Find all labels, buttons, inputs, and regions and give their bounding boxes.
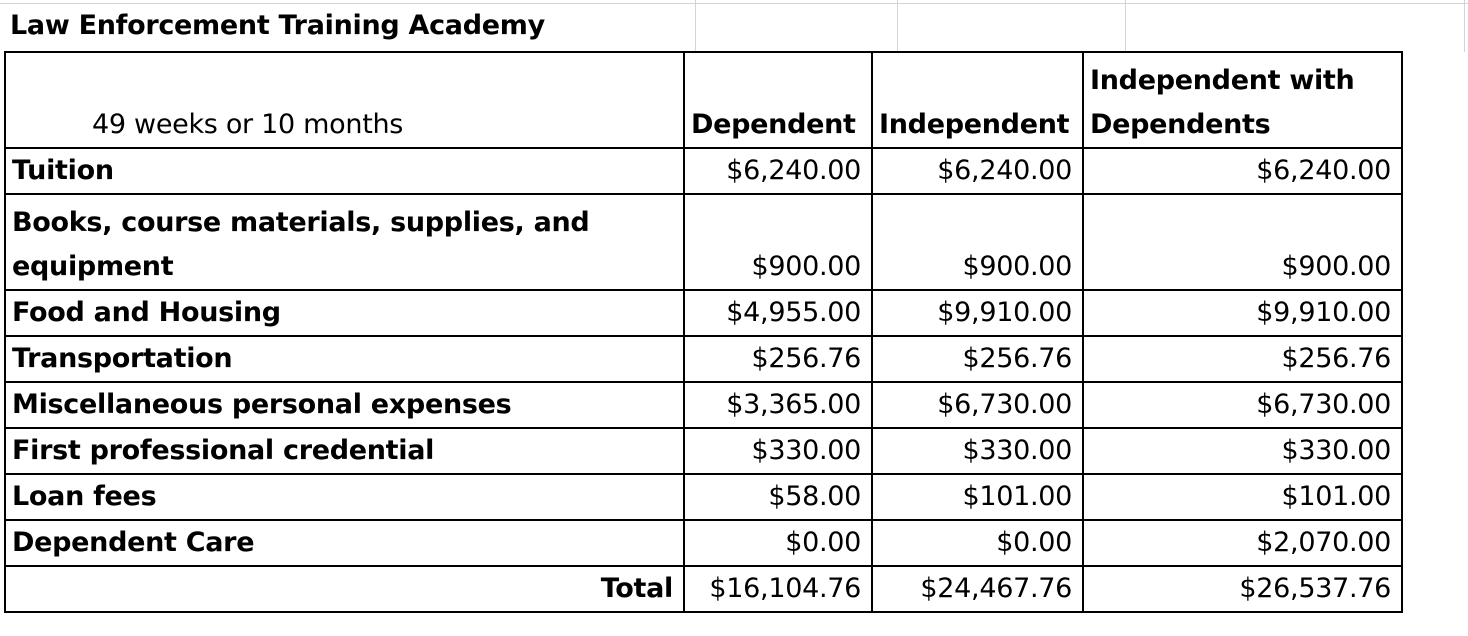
gridline	[1464, 0, 1465, 52]
row-label[interactable]: Books, course materials, supplies, and equipment	[5, 194, 684, 290]
cell-independent[interactable]: $6,730.00	[872, 382, 1083, 428]
cell-independent[interactable]: $9,910.00	[872, 290, 1083, 336]
row-label[interactable]: Miscellaneous personal expenses	[5, 382, 684, 428]
cell-independent[interactable]: $330.00	[872, 428, 1083, 474]
cell-independent[interactable]: $6,240.00	[872, 148, 1083, 194]
table-row	[5, 428, 1402, 474]
cell-independent-with-dependents[interactable]: $2,070.00	[1083, 520, 1402, 566]
cell-dependent[interactable]: $4,955.00	[684, 290, 872, 336]
cell-independent[interactable]: $0.00	[872, 520, 1083, 566]
table-row	[5, 520, 1402, 566]
table-row	[5, 194, 1402, 290]
cell-dependent[interactable]: $0.00	[684, 520, 872, 566]
cell-dependent[interactable]: $900.00	[684, 194, 872, 290]
total-row	[5, 566, 1402, 612]
sheet-title: Law Enforcement Training Academy	[10, 10, 545, 41]
table-row	[5, 336, 1402, 382]
duration-cell[interactable]: 49 weeks or 10 months	[5, 52, 684, 148]
gridline	[897, 0, 898, 52]
table-row	[5, 148, 1402, 194]
cell-dependent[interactable]: $58.00	[684, 474, 872, 520]
cell-independent[interactable]: $256.76	[872, 336, 1083, 382]
cell-independent-with-dependents[interactable]: $6,240.00	[1083, 148, 1402, 194]
cell-independent-with-dependents[interactable]: $256.76	[1083, 336, 1402, 382]
cell-independent-with-dependents[interactable]: $6,730.00	[1083, 382, 1402, 428]
cell-dependent[interactable]: $256.76	[684, 336, 872, 382]
row-label[interactable]: Loan fees	[5, 474, 684, 520]
row-label[interactable]: Dependent Care	[5, 520, 684, 566]
cost-table	[4, 51, 1403, 613]
cell-dependent[interactable]: $330.00	[684, 428, 872, 474]
cell-dependent[interactable]: $3,365.00	[684, 382, 872, 428]
cell-independent[interactable]: $101.00	[872, 474, 1083, 520]
row-label[interactable]: First professional credential	[5, 428, 684, 474]
row-label[interactable]: Tuition	[5, 148, 684, 194]
column-header-dependent[interactable]: Dependent	[684, 52, 872, 148]
cell-independent-with-dependents[interactable]: $330.00	[1083, 428, 1402, 474]
row-label[interactable]: Transportation	[5, 336, 684, 382]
gridline	[695, 0, 696, 52]
total-dependent[interactable]: $16,104.76	[684, 566, 872, 612]
row-label[interactable]: Food and Housing	[5, 290, 684, 336]
cell-independent-with-dependents[interactable]: $101.00	[1083, 474, 1402, 520]
cell-independent-with-dependents[interactable]: $9,910.00	[1083, 290, 1402, 336]
total-independent-with-dependents[interactable]: $26,537.76	[1083, 566, 1402, 612]
total-label[interactable]: Total	[5, 566, 684, 612]
header-row	[5, 52, 1402, 148]
cell-independent-with-dependents[interactable]: $900.00	[1083, 194, 1402, 290]
total-independent[interactable]: $24,467.76	[872, 566, 1083, 612]
gridline	[1125, 0, 1126, 52]
cell-dependent[interactable]: $6,240.00	[684, 148, 872, 194]
column-header-independent-with-dependents[interactable]: Independent with Dependents	[1083, 52, 1402, 148]
cell-independent[interactable]: $900.00	[872, 194, 1083, 290]
column-header-independent[interactable]: Independent	[872, 52, 1083, 148]
table-row	[5, 290, 1402, 336]
gridline	[0, 3, 1468, 4]
table-row	[5, 474, 1402, 520]
table-row	[5, 382, 1402, 428]
